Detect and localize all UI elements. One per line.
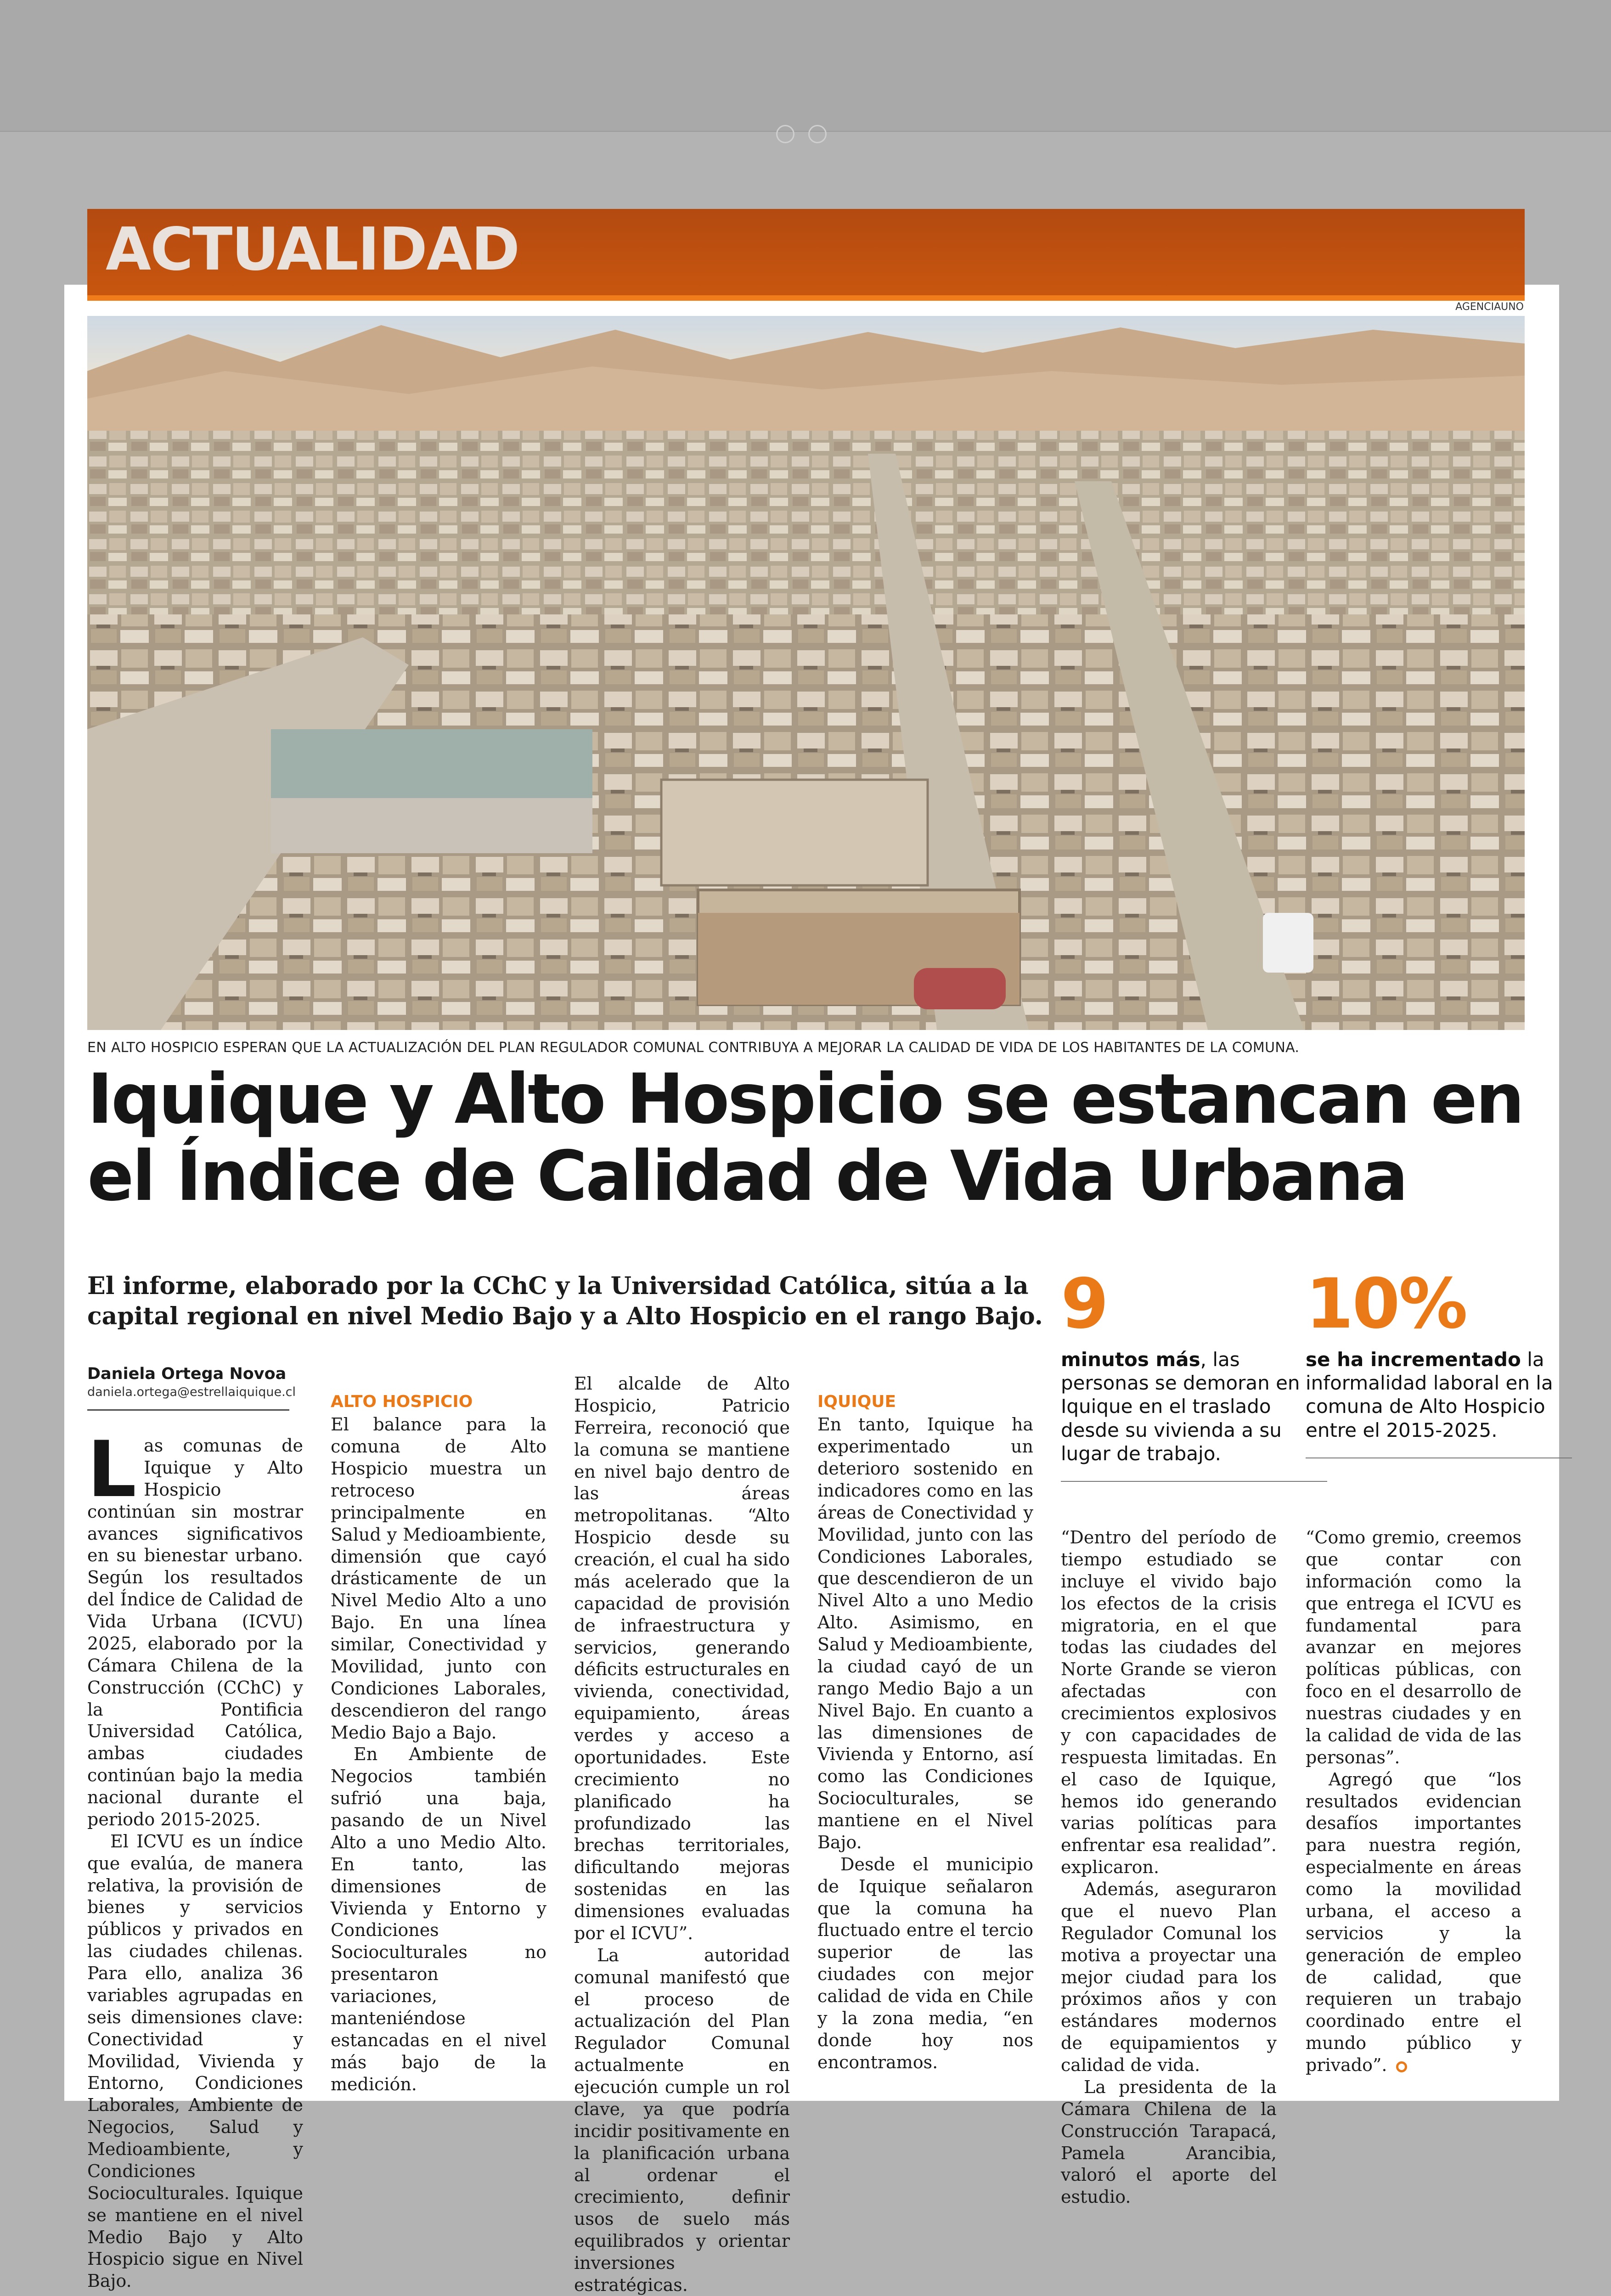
article-column-4 [817, 1373, 1033, 2074]
body-paragraph [1306, 1769, 1521, 2077]
article-column-5 [1061, 1527, 1277, 2208]
page-dot[interactable] [776, 125, 794, 143]
subsection-heading-iquique: IQUIQUE [817, 1392, 896, 1411]
body-paragraph: Desde el municipio de Iquique señalaron que la comuna ha fluctuado entre el tercio superior de las ciudades con mejor calidad de vida en Chile y la zona media, “en donde hoy nos encontramos. [817, 1854, 1033, 2072]
paragraph-text: Agregó que “los resultados evidencian desafíos importantes para nuestra región, especialmente en áreas como la movilidad urbana, el acceso a servicios y la generación de empleo de calidad, que requieren un trabajo coordinado entre el mundo público y privado”. [1306, 1769, 1521, 2075]
subheadline: El informe, elaborado por la CChC y la Universidad Católica, sitúa a la capital regional en nivel Medio Bajo y a Alto Hospicio en el rango Bajo. [87, 1272, 1043, 1331]
byline [87, 1365, 299, 1411]
author-email[interactable]: daniela.ortega@estrellaiquique.cl [87, 1385, 296, 1399]
body-paragraph: “Dentro del período de tiempo estudiado se incluye el vivido bajo los efectos de la crisis migratoria, en el que todas las ciudades del Norte Grande se vieron afectadas con crecimientos explosivos y con capacidades de respuesta limitadas. En el caso de Iquique, hemos ido generando varias políticas para enfrentar esa realidad”. explicaron. [1061, 1527, 1277, 1878]
section-title: ACTUALIDAD [106, 215, 519, 284]
stat-divider [1061, 1481, 1327, 1482]
body-paragraph: El ICVU es un índice que evalúa, de manera relativa, la provisión de bienes y servicios públicos y privados en las ciudades chilenas. Para ello, analiza 36 variables agrupadas en seis dimensiones clave: Conectividad y Movilidad, Vivienda y Entorno, Condiciones Laborales, Ambiente de Negocios, Salud y Medioambiente, y Condiciones Socioculturales. Iquique se mantiene en el nivel Medio Bajo y Alto Hospicio sigue en Nivel Bajo. [87, 1831, 303, 2291]
news-photo [87, 316, 1525, 1030]
stat-box-minutes [1061, 1264, 1327, 1482]
stat-text-rest: , las personas se demoran en Iquique en el traslado desde su vivienda a su lugar de trabajo. [1061, 1348, 1300, 1465]
body-paragraph: El alcalde de Alto Hospicio, Patricio Ferreira, reconoció que la comuna se mantiene en nivel bajo dentro de las áreas metropolitanas. “Alto Hospicio desde su creación, el cual ha sido más acelerado que la capacidad de provisión de infraestructura y servicios, generando déficits estructurales en vivienda, conectividad, equipamiento, áreas verdes y acceso a oportunidades. Este crecimiento no planificado ha profundizado las brechas territoriales, dificultando mejoras sostenidas en las dimensiones evaluadas por el ICVU”. [574, 1373, 790, 1943]
body-paragraph: La autoridad comunal manifestó que el proceso de actualización del Plan Regulador Comunal actualmente en ejecución cumple un rol clave, ya que podría incidir positivamente en la planificación urbana al ordenar el crecimiento, definir usos de suelo más equilibrados y orientar inversiones estratégicas. [574, 1945, 790, 2295]
headline: Iquique y Alto Hospicio se estancan en el Índice de Calidad de Vida Urbana [87, 1059, 1523, 1216]
stat-text-rest: la informalidad laboral en la comuna de Alto Hospicio entre el 2015-2025. [1306, 1348, 1553, 1441]
section-banner [87, 209, 1525, 301]
article-column-3 [574, 1373, 790, 2296]
body-paragraph: La presidenta de la Cámara Chilena de la Construcción Tarapacá, Pamela Arancibia, valoró el aporte del estudio. [1061, 2077, 1277, 2207]
byline-divider [87, 1409, 289, 1411]
body-paragraph: El balance para la comuna de Alto Hospicio muestra un retroceso principalmente en Salud y Medioambiente, dimensión que cayó drásticamente de un Nivel Medio Alto a uno Bajo. En una línea similar, Conectividad y Movilidad, junto con Condiciones Laborales, descendieron del rango Medio Bajo a Bajo. [331, 1414, 546, 1743]
subsection-heading-alto-hospicio: ALTO HOSPICIO [331, 1392, 473, 1411]
author-name: Daniela Ortega Novoa [87, 1365, 287, 1383]
drop-cap: L [87, 1424, 137, 1514]
end-of-article-icon [1396, 2061, 1407, 2072]
body-paragraph: “Como gremio, creemos que contar con información como la que entrega el ICVU es fundamental para avanzar en mejores políticas públicas, con foco en el desarrollo de nuestras ciudades y en la calidad de vida de las personas”. [1306, 1527, 1521, 1767]
body-paragraph [87, 1424, 303, 1831]
page-dot[interactable] [808, 125, 827, 143]
viewer-top-bar [0, 0, 1611, 132]
photo-credit: AGENCIAUNO [1455, 301, 1524, 313]
stat-box-informality [1306, 1264, 1572, 1458]
body-paragraph: En Ambiente de Negocios también sufrió una baja, pasando de un Nivel Alto a uno Medio Alto. En tanto, las dimensiones de Vivienda y Entorno y Condiciones Socioculturales no presentaron variaciones, manteniéndose estancadas en el nivel más bajo de la medición. [331, 1744, 546, 2094]
article-column-6 [1306, 1527, 1521, 2077]
aerial-settlement-illustration [87, 316, 1525, 1030]
stat-text-bold: minutos más [1061, 1348, 1200, 1371]
article-column-2 [331, 1373, 546, 2095]
paragraph-text: as comunas de Iquique y Alto Hospicio continúan sin mostrar avances significativos en su bienestar urbano. Según los resultados del Índice de Calidad de Vida Urbana (ICVU) 2025, elaborado por la Cámara Chilena de la Construcción (CChC) y la Pontificia Universidad Católica, ambas ciudades continúan bajo la media nacional durante el periodo 2015-2025. [87, 1435, 303, 1829]
body-paragraph: En tanto, Iquique ha experimentado un deterioro sostenido en indicadores como en las áreas de Conectividad y Movilidad, junto con las Condiciones Laborales, que descendieron de un Nivel Alto a uno Medio Alto. Asimismo, en Salud y Medioambiente, la ciudad cayó de un rango Medio Bajo a un Nivel Bajo. En cuanto a las dimensiones de Vivienda y Entorno, así como las Condiciones Socioculturales, se mantiene en el Nivel Bajo. [817, 1414, 1033, 1852]
stat-text [1061, 1348, 1327, 1465]
stat-number: 9 [1061, 1264, 1108, 1344]
page-indicator [776, 125, 827, 143]
body-paragraph: Además, aseguraron que el nuevo Plan Regulador Comunal los motiva a proyectar una mejor ciudad para los próximos años y con estándares modernos de equipamientos y calidad de vida. [1061, 1879, 1277, 2075]
article-column-1 [87, 1424, 303, 2292]
photo-caption: EN ALTO HOSPICIO ESPERAN QUE LA ACTUALIZACIÓN DEL PLAN REGULADOR COMUNAL CONTRIBUYA A MEJORAR LA CALIDAD DE VIDA DE LOS HABITANTES DE LA COMUNA. [87, 1040, 1300, 1056]
stat-text [1306, 1348, 1572, 1442]
stat-number: 10% [1306, 1264, 1467, 1344]
stat-text-bold: se ha incrementado [1306, 1348, 1521, 1371]
